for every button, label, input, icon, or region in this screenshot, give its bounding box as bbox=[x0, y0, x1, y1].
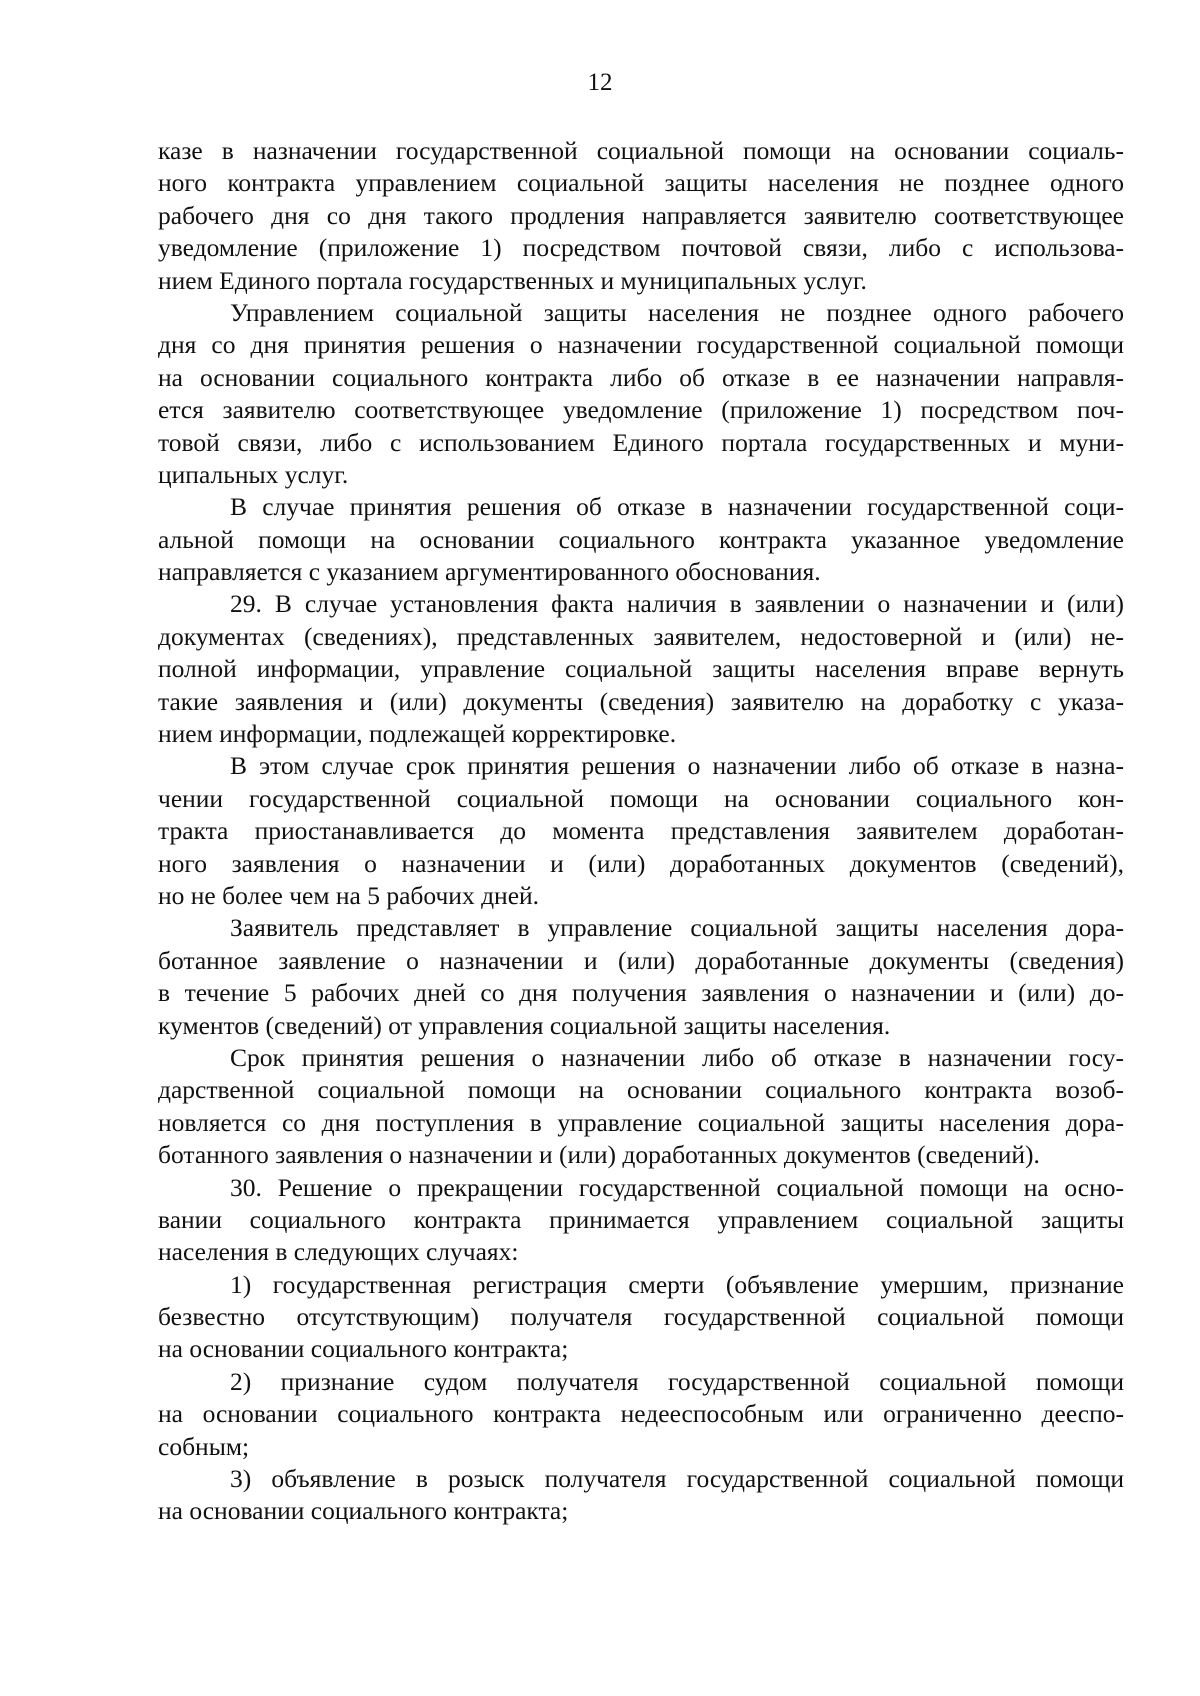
paragraph bbox=[158, 750, 1124, 912]
text-line: направляется с указанием аргументированного обоснования. bbox=[158, 557, 821, 587]
paragraph bbox=[158, 135, 1124, 297]
text-line: на основании социального контракта недееспособным или ограниченно дееспо- bbox=[158, 1399, 1124, 1429]
text-line: ботанное заявление о назначении и (или) доработанные документы (сведения) bbox=[158, 945, 1124, 975]
text-line: новляется со дня поступления в управление социальной защиты населения дора- bbox=[158, 1107, 1124, 1137]
text-line: ется заявителю соответствующее уведомление (приложение 1) посредством поч- bbox=[158, 395, 1124, 425]
text-line: Срок принятия решения о назначении либо об отказе в назначении госу- bbox=[230, 1042, 1124, 1072]
text-line: собным; bbox=[158, 1431, 250, 1461]
text-line: дарственной социальной помощи на основании социального контракта возоб- bbox=[158, 1075, 1124, 1105]
text-line: Управлением социальной защиты населения не позднее одного рабочего bbox=[230, 297, 1124, 327]
text-line: полной информации, управление социальной защиты населения вправе вернуть bbox=[158, 654, 1124, 684]
text-line: вании социального контракта принимается управлением социальной защиты bbox=[158, 1204, 1124, 1234]
paragraph bbox=[158, 912, 1124, 1042]
text-line: дня со дня принятия решения о назначении государственной социальной помощи bbox=[158, 330, 1124, 360]
paragraph bbox=[158, 1172, 1124, 1269]
paragraph bbox=[158, 588, 1124, 750]
text-line: документах (сведениях), представленных заявителем, недостоверной и (или) не- bbox=[158, 621, 1124, 651]
text-line: безвестно отсутствующим) получателя государственной социальной помощи bbox=[158, 1302, 1124, 1332]
paragraph bbox=[158, 1269, 1124, 1366]
text-line: в течение 5 рабочих дней со дня получения заявления о назначении и (или) до- bbox=[158, 978, 1124, 1008]
text-line: нием Единого портала государственных и муниципальных услуг. bbox=[158, 265, 867, 295]
text-line: но не более чем на 5 рабочих дней. bbox=[158, 880, 540, 910]
paragraph bbox=[158, 1042, 1124, 1172]
paragraph bbox=[158, 1463, 1124, 1528]
text-line: на основании социального контракта; bbox=[158, 1496, 569, 1526]
text-line: на основании социального контракта; bbox=[158, 1334, 569, 1364]
text-line: 29. В случае установления факта наличия в заявлении о назначении и (или) bbox=[230, 589, 1124, 619]
text-line: такие заявления и (или) документы (сведения) заявителю на доработку с указа- bbox=[158, 686, 1124, 716]
text-line: уведомление (приложение 1) посредством почтовой связи, либо с использова- bbox=[158, 233, 1124, 263]
text-line: населения в следующих случаях: bbox=[158, 1237, 519, 1267]
text-line: товой связи, либо с использованием Единого портала государственных и муни- bbox=[158, 427, 1124, 457]
text-line: рабочего дня со дня такого продления направляется заявителю соответствующее bbox=[158, 200, 1124, 230]
text-line: тракта приостанавливается до момента представления заявителем доработан- bbox=[158, 816, 1124, 846]
text-line: кументов (сведений) от управления социальной защиты населения. bbox=[158, 1010, 891, 1040]
text-line: альной помощи на основании социального контракта указанное уведомление bbox=[158, 524, 1124, 554]
text-line: 2) признание судом получателя государственной социальной помощи bbox=[230, 1366, 1124, 1396]
text-line: нием информации, подлежащей корректировке. bbox=[158, 719, 677, 749]
page-number: 12 bbox=[587, 69, 613, 96]
text-line: 30. Решение о прекращении государственной социальной помощи на осно- bbox=[230, 1172, 1124, 1202]
text-line: чении государственной социальной помощи на основании социального кон- bbox=[158, 783, 1124, 813]
text-line: 3) объявление в розыск получателя государственной социальной помощи bbox=[230, 1464, 1124, 1494]
text-line: 1) государственная регистрация смерти (объявление умершим, признание bbox=[230, 1269, 1124, 1299]
paragraph bbox=[158, 1366, 1124, 1463]
text-line: казе в назначении государственной социальной помощи на основании социаль- bbox=[158, 136, 1124, 165]
text-line: ципальных услуг. bbox=[158, 459, 349, 489]
text-line: на основании социального контракта либо об отказе в ее назначении направля- bbox=[158, 362, 1124, 392]
text-line: В этом случае срок принятия решения о назначении либо об отказе в назна- bbox=[230, 751, 1124, 781]
document-body bbox=[158, 135, 1124, 1528]
text-line: Заявитель представляет в управление социальной защиты населения дора- bbox=[230, 913, 1124, 943]
text-line: ного контракта управлением социальной защиты населения не позднее одного bbox=[158, 168, 1124, 198]
text-line: ного заявления о назначении и (или) доработанных документов (сведений), bbox=[158, 848, 1124, 878]
paragraph bbox=[158, 491, 1124, 588]
text-line: ботанного заявления о назначении и (или) доработанных документов (сведений). bbox=[158, 1140, 1040, 1170]
text-line: В случае принятия решения об отказе в назначении государственной соци- bbox=[230, 492, 1124, 522]
paragraph bbox=[158, 297, 1124, 491]
